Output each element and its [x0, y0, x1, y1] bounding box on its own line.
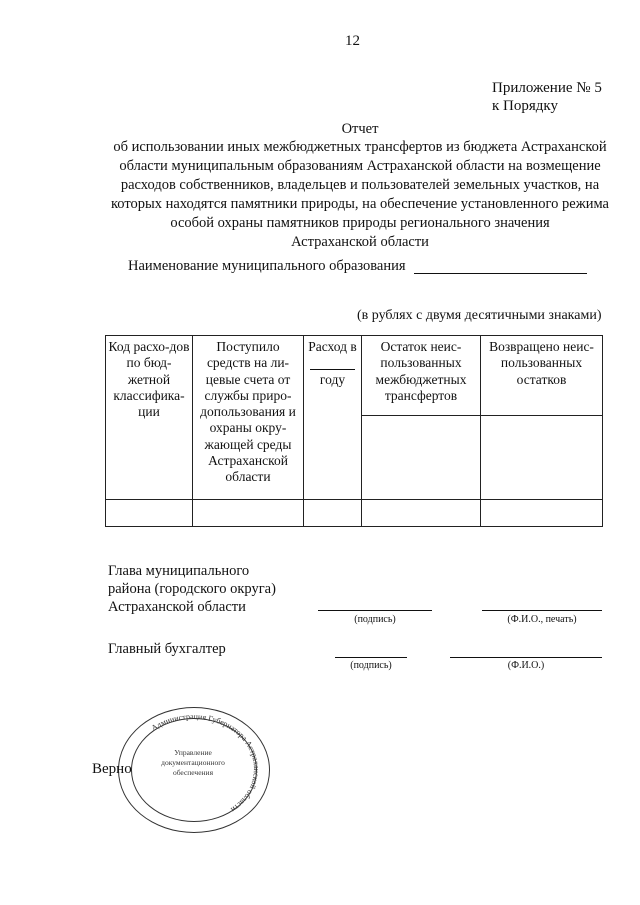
- units-note: (в рублях с двумя десятичными знаками): [357, 308, 602, 323]
- header-expense: [304, 336, 362, 500]
- table-cell[interactable]: [481, 416, 603, 500]
- header-expense-year: году: [319, 372, 346, 388]
- appendix-line1: Приложение № 5: [492, 80, 602, 96]
- header-received: Поступило средств на ли-цевые счета от службы приро-допользования и охраны окру-жающей среды Астраханской области: [193, 336, 304, 500]
- report-table: [105, 335, 603, 527]
- appendix-line2: к Порядку: [492, 98, 558, 114]
- acc-name-caption: (Ф.И.О.): [507, 660, 545, 671]
- report-heading: Отчет: [341, 121, 379, 137]
- stamp-line: обеспечения: [172, 768, 214, 777]
- acc-sign-caption: (подпись): [350, 660, 392, 671]
- stamp-line: Управление: [174, 748, 212, 757]
- table-cell[interactable]: [304, 500, 362, 527]
- header-remaining: Остаток неис-пользованных межбюджетных трансфертов: [362, 336, 481, 416]
- acc-signature-line[interactable]: [335, 657, 407, 658]
- report-title: [100, 138, 620, 252]
- head-sign-caption: (подпись): [354, 614, 396, 625]
- table-cell[interactable]: [362, 500, 481, 527]
- acc-name-line[interactable]: [450, 657, 602, 658]
- head-line: района (городского округа): [108, 581, 276, 597]
- header-returned: Возвращено неис-пользованных остатков: [481, 336, 603, 416]
- municipality-label: Наименование муниципального образования: [128, 258, 406, 274]
- head-line: Глава муниципального: [108, 563, 250, 579]
- title-line: об использовании иных межбюджетных трансфертов из бюджета Астраханской: [113, 139, 607, 155]
- stamp-center: [143, 748, 243, 778]
- title-line: особой охраны памятников природы регионального значения: [170, 215, 550, 231]
- title-line: Астраханской области: [291, 234, 429, 250]
- table-cell[interactable]: [481, 500, 603, 527]
- accountant-label: Главный бухгалтер: [108, 641, 226, 657]
- table-row: [106, 500, 603, 527]
- header-budget-code: Код расхо-дов по бюд-жетной классифика-ции: [106, 336, 193, 500]
- title-line: расходов собственников, владельцев и пользователей земельных участков, на: [120, 177, 600, 193]
- title-line: области муниципальным образованиям Астраханской области на возмещение: [119, 158, 601, 174]
- stamp-line: документационного: [161, 758, 225, 767]
- municipality-field[interactable]: [414, 273, 587, 274]
- head-name-caption: (Ф.И.О., печать): [507, 614, 577, 625]
- title-line: которых находятся памятники природы, на обеспечение установленного режима: [110, 196, 609, 212]
- page-number: 12: [345, 33, 360, 49]
- verified-label: Верно: [92, 761, 132, 777]
- head-signature-line[interactable]: [318, 610, 432, 611]
- table-cell[interactable]: [193, 500, 304, 527]
- head-signature-label: [108, 562, 276, 616]
- head-line: Астраханской области: [108, 599, 246, 615]
- head-name-line[interactable]: [482, 610, 602, 611]
- stamp-ring-caption: Администрация Губернатора Астраханской области: [149, 711, 262, 815]
- table-cell[interactable]: [362, 416, 481, 500]
- table-cell[interactable]: [106, 500, 193, 527]
- header-expense-label: Расход в: [308, 339, 357, 354]
- year-blank[interactable]: [310, 361, 355, 370]
